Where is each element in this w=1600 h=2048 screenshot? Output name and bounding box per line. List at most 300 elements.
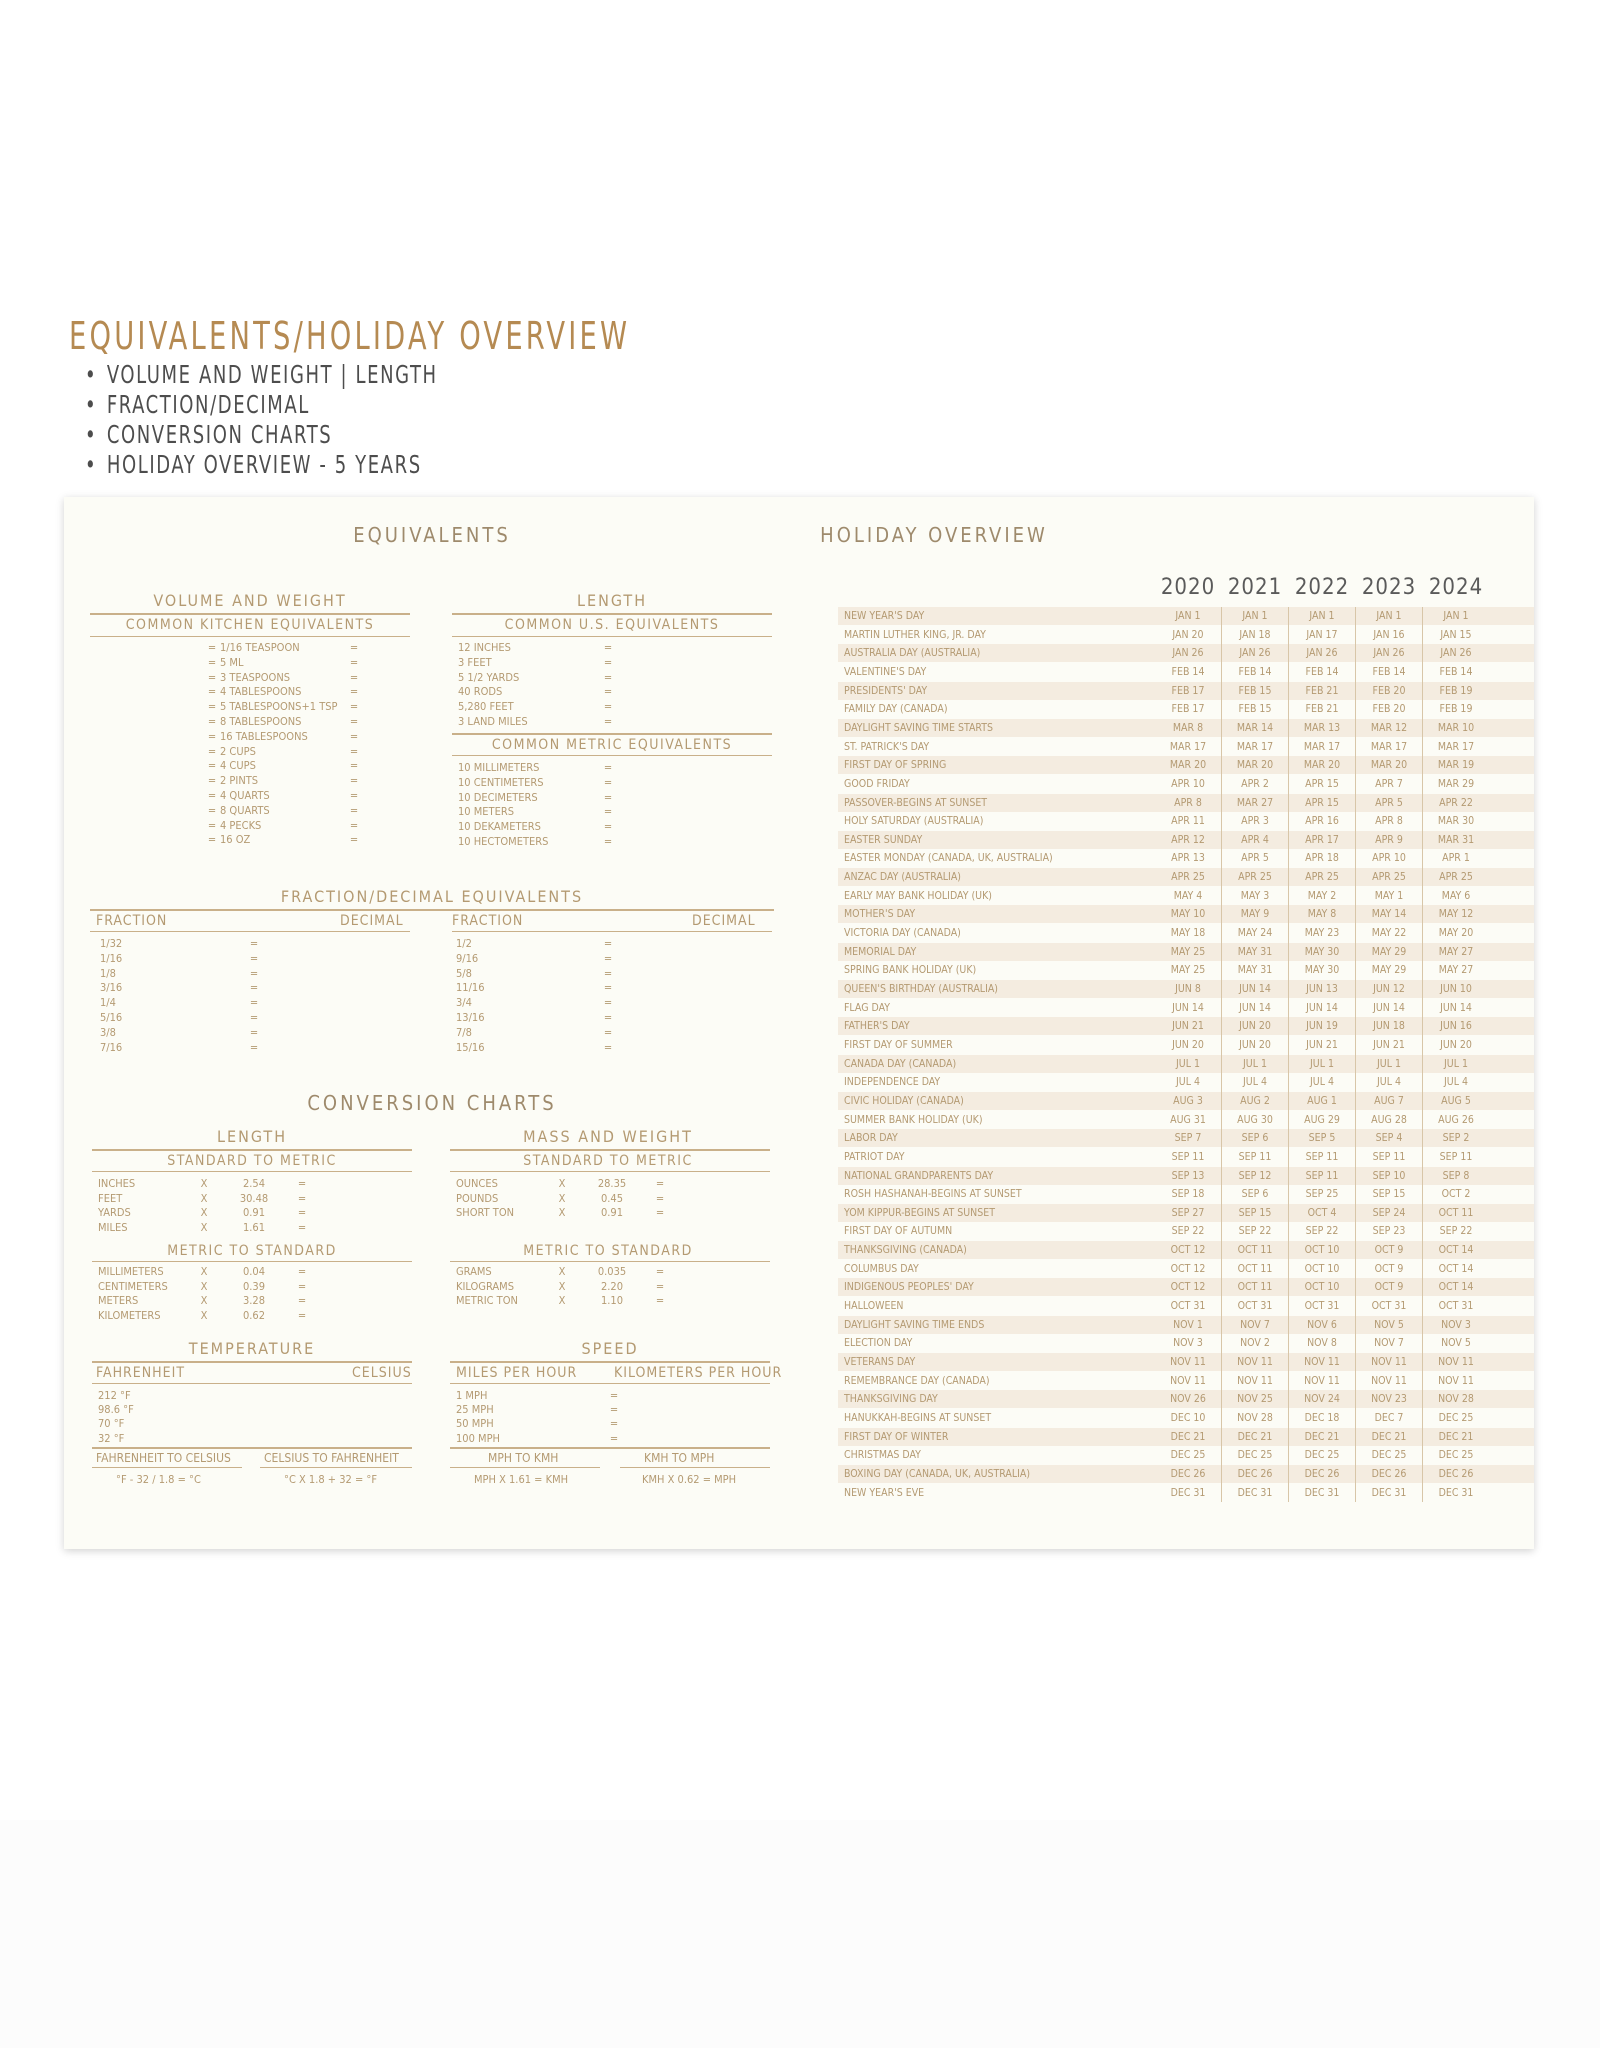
holiday-date: NOV 8	[1307, 1337, 1337, 1350]
holiday-date: APR 25	[1372, 871, 1406, 884]
divider	[90, 636, 410, 637]
holiday-date: MAR 17	[1303, 740, 1341, 753]
temperature-title: TEMPERATURE	[188, 1339, 316, 1358]
holiday-date: MAR 10	[1437, 721, 1475, 734]
unit: KILOMETERS	[98, 1308, 161, 1322]
holiday-date: OCT 31	[1371, 1300, 1407, 1313]
holiday-date: JAN 1	[1242, 610, 1268, 622]
holiday-date: FEB 20	[1372, 703, 1406, 716]
equals-sign: =	[655, 1177, 665, 1190]
equals-sign: =	[603, 775, 613, 789]
holiday-date: JAN 26	[1440, 647, 1472, 660]
holiday-date: JUN 18	[1373, 1020, 1405, 1033]
equals-sign: =	[603, 700, 613, 714]
equivalent: 16 TABLESPOONS	[220, 729, 308, 743]
equals-sign: =	[609, 1403, 619, 1417]
equals-sign: =	[297, 1177, 307, 1190]
f-to-c-label: FAHRENHEIT TO CELSIUS	[96, 1451, 231, 1465]
equivalent: 4 QUARTS	[220, 789, 270, 802]
holiday-row	[838, 868, 1534, 886]
holiday-date: DEC 31	[1371, 1486, 1407, 1499]
holiday-date: FEB 21	[1305, 684, 1339, 697]
holiday-name: FIRST DAY OF SPRING	[844, 759, 947, 772]
holiday-date: SEP 24	[1372, 1206, 1406, 1219]
holiday-date: AUG 3	[1173, 1094, 1203, 1107]
holiday-date: SEP 8	[1442, 1169, 1470, 1182]
holiday-date: MAY 30	[1304, 964, 1340, 977]
equals-sign: =	[207, 670, 217, 684]
equals-sign: =	[603, 966, 613, 980]
holiday-date: OCT 10	[1304, 1281, 1340, 1294]
equivalent: 5 TABLESPOONS+1 TSP	[220, 700, 338, 714]
holiday-date: MAY 25	[1170, 945, 1206, 958]
holiday-date: OCT 11	[1237, 1281, 1273, 1294]
holiday-date: NOV 28	[1438, 1393, 1474, 1406]
holiday-date: MAY 3	[1240, 889, 1270, 902]
holiday-date: MAY 29	[1371, 945, 1407, 958]
holiday-date: MAY 29	[1371, 964, 1407, 977]
holiday-name: LABOR DAY	[844, 1132, 898, 1145]
multiply-sign: X	[200, 1177, 208, 1190]
equals-sign: =	[249, 1011, 259, 1024]
holiday-date: DEC 26	[1170, 1467, 1206, 1480]
equivalent: 4 PECKS	[220, 818, 262, 832]
holiday-date: AUG 26	[1438, 1113, 1474, 1126]
holiday-row	[838, 1372, 1534, 1390]
equals-sign: =	[207, 759, 217, 773]
equals-sign: =	[349, 715, 359, 728]
divider	[92, 1149, 412, 1151]
holiday-row	[838, 961, 1534, 979]
holiday-date: OCT 10	[1304, 1244, 1340, 1257]
divider	[260, 1467, 412, 1468]
holiday-date: APR 10	[1171, 777, 1205, 790]
equals-sign: =	[609, 1417, 619, 1431]
holiday-date: SEP 27	[1171, 1206, 1205, 1219]
holiday-date: DEC 26	[1438, 1467, 1474, 1480]
holiday-date: JUN 12	[1373, 983, 1405, 995]
quantity: 3 LAND MILES	[458, 715, 528, 728]
fraction: 15/16	[456, 1040, 485, 1054]
holiday-date: NOV 11	[1304, 1356, 1340, 1368]
unit: MILES	[98, 1220, 128, 1234]
holiday-date: SEP 2	[1442, 1132, 1470, 1145]
holiday-date: DEC 31	[1237, 1486, 1273, 1499]
holiday-date: JUL 4	[1310, 1076, 1334, 1089]
fraction: 7/8	[456, 1025, 472, 1039]
holiday-date: DEC 25	[1170, 1449, 1206, 1462]
holiday-date: JAN 15	[1440, 628, 1472, 641]
unit: KILOGRAMS	[456, 1279, 515, 1293]
fraction-decimal-title: FRACTION/DECIMAL EQUIVALENTS	[280, 887, 584, 906]
holiday-name: DAYLIGHT SAVING TIME ENDS	[844, 1318, 985, 1331]
equals-sign: =	[349, 670, 359, 684]
holiday-date: MAY 22	[1371, 927, 1407, 940]
holiday-date: JAN 1	[1175, 610, 1201, 622]
holiday-name: ROSH HASHANAH-BEGINS AT SUNSET	[844, 1188, 1022, 1201]
holiday-date: MAY 18	[1170, 927, 1206, 940]
quantity: 10 MILLIMETERS	[458, 761, 540, 774]
holiday-date: OCT 12	[1170, 1281, 1206, 1294]
fraction: 7/16	[100, 1040, 123, 1054]
equals-sign: =	[609, 1389, 619, 1402]
holiday-date: OCT 9	[1374, 1244, 1404, 1257]
holiday-name: FATHER'S DAY	[844, 1020, 910, 1033]
holiday-row	[838, 663, 1534, 681]
equals-sign: =	[297, 1279, 307, 1293]
fraction: 1/2	[456, 937, 472, 950]
holiday-date: JUN 16	[1440, 1020, 1472, 1033]
equals-sign: =	[207, 789, 217, 802]
unit: CENTIMETERS	[98, 1279, 168, 1293]
multiply-sign: X	[558, 1265, 566, 1278]
multiply-sign: X	[200, 1191, 208, 1205]
feature-item: • FRACTION/DECIMAL	[69, 390, 630, 420]
divider	[92, 1261, 412, 1262]
holiday-name: COLUMBUS DAY	[844, 1262, 919, 1275]
equals-sign: =	[603, 820, 613, 834]
holiday-date: MAR 17	[1437, 740, 1475, 753]
unit: SHORT TON	[456, 1206, 515, 1220]
holiday-date: MAY 25	[1170, 964, 1206, 977]
decimal-col-header: DECIMAL	[340, 913, 404, 929]
mass-to-metric-title: STANDARD TO METRIC	[523, 1153, 693, 1169]
holiday-name: ST. PATRICK'S DAY	[844, 740, 930, 753]
holiday-row	[838, 1465, 1534, 1483]
holiday-row	[838, 775, 1534, 793]
holiday-date: JUL 4	[1176, 1076, 1200, 1089]
holiday-row	[838, 700, 1534, 718]
holiday-row	[838, 1017, 1534, 1035]
column-divider	[1288, 607, 1289, 1502]
holiday-date: NOV 11	[1371, 1356, 1407, 1368]
holiday-row	[838, 905, 1534, 923]
unit: INCHES	[98, 1177, 136, 1190]
holiday-date: NOV 3	[1173, 1337, 1203, 1350]
equals-sign: =	[249, 1040, 259, 1054]
holiday-row	[838, 1334, 1534, 1352]
holiday-row	[838, 1148, 1534, 1166]
holiday-row	[838, 626, 1534, 644]
equals-sign: =	[603, 685, 613, 699]
holiday-date: OCT 14	[1438, 1281, 1474, 1294]
equals-sign: =	[655, 1206, 665, 1220]
holiday-date: APR 5	[1375, 796, 1403, 809]
mph: 50 MPH	[456, 1417, 494, 1431]
holiday-date: SEP 25	[1305, 1188, 1339, 1201]
fraction: 3/16	[100, 981, 123, 995]
holiday-date: NOV 26	[1170, 1393, 1206, 1406]
holiday-date: JUN 21	[1306, 1038, 1338, 1051]
holiday-date: SEP 13	[1171, 1169, 1205, 1182]
holiday-date: FEB 17	[1171, 703, 1205, 716]
celsius-col-header: CELSIUS	[352, 1365, 412, 1381]
holiday-name: HALLOWEEN	[844, 1300, 904, 1313]
equivalents-title: EQUIVALENTS	[353, 523, 511, 547]
fraction: 5/8	[456, 966, 472, 980]
equals-sign: =	[207, 715, 217, 728]
holiday-row	[838, 1390, 1534, 1408]
holiday-date: SEP 23	[1372, 1225, 1406, 1238]
fraction: 1/16	[100, 951, 123, 965]
factor: 0.62	[242, 1308, 266, 1322]
equals-sign: =	[349, 685, 359, 699]
holiday-date: JUN 13	[1306, 983, 1338, 995]
factor: 2.20	[600, 1279, 624, 1293]
holiday-date: APR 13	[1171, 852, 1205, 865]
equals-sign: =	[207, 803, 217, 817]
fraction-col-header: FRACTION	[452, 913, 524, 929]
quantity: 10 DEKAMETERS	[458, 820, 541, 834]
holiday-date: NOV 11	[1304, 1374, 1340, 1387]
holiday-name: VALENTINE'S DAY	[844, 665, 927, 678]
holiday-row	[838, 887, 1534, 905]
factor: 0.91	[600, 1206, 624, 1220]
holiday-name: FLAG DAY	[844, 1001, 891, 1014]
holiday-date: NOV 6	[1307, 1318, 1337, 1331]
mass-to-standard-title: METRIC TO STANDARD	[523, 1243, 693, 1259]
divider	[450, 1171, 770, 1172]
holiday-date: NOV 7	[1374, 1337, 1404, 1350]
holiday-name: THANKSGIVING DAY	[844, 1393, 938, 1406]
equals-sign: =	[297, 1191, 307, 1205]
holiday-overview-title: HOLIDAY OVERVIEW	[820, 523, 1048, 547]
holiday-name: EARLY MAY BANK HOLIDAY (UK)	[844, 889, 992, 902]
divider	[450, 1361, 770, 1363]
column-divider	[1221, 607, 1222, 1502]
holiday-date: JAN 17	[1306, 628, 1338, 641]
holiday-date: OCT 31	[1170, 1300, 1206, 1313]
holiday-date: OCT 14	[1438, 1262, 1474, 1275]
equivalent: 8 QUARTS	[220, 803, 270, 817]
holiday-row	[838, 607, 1534, 625]
quantity: 5,280 FEET	[458, 700, 514, 714]
multiply-sign: X	[558, 1206, 566, 1220]
holiday-name: SUMMER BANK HOLIDAY (UK)	[844, 1113, 983, 1126]
unit: METERS	[98, 1294, 139, 1308]
year-header: 2023	[1361, 575, 1417, 600]
equals-sign: =	[603, 715, 613, 728]
holiday-date: JUN 14	[1306, 1001, 1338, 1014]
holiday-date: OCT 12	[1170, 1244, 1206, 1257]
fraction: 1/32	[100, 937, 123, 950]
holiday-date: MAR 29	[1437, 777, 1475, 790]
fraction: 1/4	[100, 996, 116, 1010]
holiday-date: AUG 7	[1374, 1094, 1404, 1107]
equivalent: 4 TABLESPOONS	[220, 685, 302, 699]
holiday-row	[838, 1111, 1534, 1129]
holiday-date: MAY 14	[1371, 908, 1407, 921]
equals-sign: =	[349, 803, 359, 817]
holiday-date: JAN 26	[1172, 647, 1204, 660]
equals-sign: =	[349, 700, 359, 714]
holiday-date: FEB 14	[1439, 665, 1473, 678]
holiday-date: DEC 18	[1304, 1411, 1340, 1424]
holiday-date: AUG 28	[1371, 1113, 1407, 1126]
holiday-date: NOV 7	[1240, 1318, 1270, 1331]
holiday-date: AUG 31	[1170, 1113, 1206, 1126]
equals-sign: =	[297, 1220, 307, 1234]
holiday-name: YOM KIPPUR-BEGINS AT SUNSET	[844, 1206, 995, 1219]
holiday-date: MAR 13	[1303, 721, 1341, 734]
holiday-name: MOTHER'S DAY	[844, 908, 916, 921]
holiday-row	[838, 1092, 1534, 1110]
c-to-f-label: CELSIUS TO FAHRENHEIT	[264, 1451, 399, 1465]
holiday-date: SEP 18	[1171, 1188, 1205, 1201]
feature-list	[69, 360, 771, 480]
holiday-name: INDEPENDENCE DAY	[844, 1076, 941, 1089]
holiday-date: MAY 24	[1237, 927, 1273, 940]
holiday-date: JAN 1	[1309, 610, 1335, 622]
holiday-row	[838, 1167, 1534, 1185]
column-divider	[1422, 607, 1423, 1502]
holiday-date: NOV 5	[1374, 1318, 1404, 1331]
multiply-sign: X	[558, 1279, 566, 1293]
factor: 2.54	[242, 1177, 266, 1190]
fraction: 9/16	[456, 951, 479, 965]
holiday-date: FEB 14	[1305, 665, 1339, 678]
equals-sign: =	[603, 655, 613, 669]
holiday-name: CIVIC HOLIDAY (CANADA)	[844, 1094, 964, 1107]
holiday-date: MAY 31	[1237, 945, 1273, 958]
holiday-row	[838, 999, 1534, 1017]
equals-sign: =	[207, 774, 217, 788]
quantity: 10 DECIMETERS	[458, 790, 538, 804]
conversion-charts-title: CONVERSION CHARTS	[307, 1091, 557, 1115]
quantity: 10 HECTOMETERS	[458, 835, 549, 848]
holiday-date: SEP 11	[1238, 1150, 1272, 1163]
mph-to-kmh-formula: MPH X 1.61 = KMH	[474, 1473, 569, 1486]
holiday-name: PATRIOT DAY	[844, 1150, 905, 1163]
holiday-row	[838, 849, 1534, 867]
column-divider	[1355, 607, 1356, 1502]
holiday-date: MAR 14	[1236, 721, 1274, 734]
holiday-row	[838, 943, 1534, 961]
metric-equivalents-title: COMMON METRIC EQUIVALENTS	[491, 737, 733, 753]
equals-sign: =	[603, 937, 613, 950]
holiday-date: JUL 1	[1176, 1057, 1200, 1070]
fraction: 11/16	[456, 981, 485, 995]
mph-col-header: MILES PER HOUR	[456, 1365, 578, 1381]
holiday-date: DEC 26	[1237, 1467, 1273, 1480]
holiday-date: APR 25	[1305, 871, 1339, 884]
holiday-date: SEP 11	[1305, 1150, 1339, 1163]
holiday-date: DEC 25	[1438, 1411, 1474, 1424]
holiday-date: SEP 22	[1171, 1225, 1205, 1238]
holiday-date: JUN 20	[1172, 1038, 1204, 1051]
holiday-date: MAR 20	[1303, 759, 1341, 772]
holiday-date: MAY 4	[1173, 889, 1203, 902]
holiday-date: OCT 11	[1438, 1206, 1474, 1219]
kmh-col-header: KILOMETERS PER HOUR	[614, 1365, 783, 1381]
holiday-date: JUN 14	[1172, 1001, 1204, 1014]
holiday-row	[838, 1260, 1534, 1278]
equals-sign: =	[349, 744, 359, 758]
holiday-date: DEC 26	[1371, 1467, 1407, 1480]
holiday-row	[838, 1353, 1534, 1371]
equals-sign: =	[655, 1265, 665, 1278]
quantity: 3 FEET	[458, 655, 492, 669]
holiday-date: APR 12	[1171, 833, 1205, 846]
quantity: 12 INCHES	[458, 641, 511, 654]
equivalent: 16 OZ	[220, 833, 251, 847]
equals-sign: =	[603, 761, 613, 774]
equivalent: 2 PINTS	[220, 774, 259, 788]
holiday-name: FIRST DAY OF WINTER	[844, 1430, 949, 1443]
feature-item: • CONVERSION CHARTS	[69, 420, 630, 450]
fahrenheit: 32 °F	[98, 1431, 125, 1445]
holiday-date: DEC 10	[1170, 1411, 1206, 1424]
holiday-row	[838, 756, 1534, 774]
equals-sign: =	[297, 1294, 307, 1308]
holiday-date: SEP 5	[1308, 1132, 1336, 1145]
volume-weight-title: VOLUME AND WEIGHT	[153, 591, 347, 610]
holiday-date: DEC 7	[1374, 1411, 1404, 1424]
holiday-date: DEC 26	[1304, 1467, 1340, 1480]
divider	[452, 733, 772, 735]
holiday-date: MAY 23	[1304, 927, 1340, 940]
holiday-date: APR 2	[1241, 777, 1269, 790]
mph: 1 MPH	[456, 1389, 488, 1402]
holiday-date: JUN 20	[1239, 1038, 1271, 1051]
holiday-name: NEW YEAR'S EVE	[844, 1486, 925, 1499]
divider	[92, 1467, 242, 1468]
holiday-date: JAN 20	[1172, 628, 1204, 641]
holiday-date: APR 25	[1238, 871, 1272, 884]
holiday-date: JUN 14	[1239, 983, 1271, 995]
holiday-row	[838, 1185, 1534, 1203]
holiday-row	[838, 1409, 1534, 1427]
equals-sign: =	[655, 1294, 665, 1308]
holiday-date: SEP 12	[1238, 1169, 1272, 1182]
holiday-date: MAR 20	[1169, 759, 1207, 772]
holiday-name: HOLY SATURDAY (AUSTRALIA)	[844, 815, 984, 828]
holiday-date: MAR 20	[1370, 759, 1408, 772]
equals-sign: =	[349, 729, 359, 743]
holiday-date: JUN 14	[1239, 1001, 1271, 1014]
fahrenheit: 70 °F	[98, 1417, 125, 1431]
fahrenheit-col-header: FAHRENHEIT	[96, 1365, 186, 1381]
holiday-row	[838, 1055, 1534, 1073]
holiday-date: FEB 17	[1171, 684, 1205, 697]
holiday-date: NOV 11	[1170, 1356, 1206, 1368]
divider	[452, 613, 772, 615]
holiday-date: MAR 17	[1236, 740, 1274, 753]
multiply-sign: X	[558, 1294, 566, 1308]
fahrenheit: 98.6 °F	[98, 1403, 134, 1417]
holiday-date: SEP 22	[1305, 1225, 1339, 1238]
unit: FEET	[98, 1191, 123, 1205]
holiday-date: JAN 26	[1306, 647, 1338, 660]
equals-sign: =	[603, 835, 613, 848]
equals-sign: =	[297, 1206, 307, 1220]
unit: YARDS	[98, 1206, 131, 1220]
holiday-date: MAY 27	[1438, 945, 1474, 958]
holiday-date: SEP 10	[1372, 1169, 1406, 1182]
mph: 100 MPH	[456, 1431, 500, 1445]
holiday-date: JAN 18	[1239, 628, 1271, 641]
page-title: EQUIVALENTS/HOLIDAY OVERVIEW	[69, 314, 631, 358]
holiday-name: AUSTRALIA DAY (AUSTRALIA)	[844, 647, 981, 660]
factor: 1.10	[600, 1294, 624, 1308]
equals-sign: =	[249, 951, 259, 965]
kmh-to-mph-formula: KMH X 0.62 = MPH	[642, 1473, 737, 1486]
holiday-row	[838, 794, 1534, 812]
divider	[90, 931, 410, 932]
holiday-name: VETERANS DAY	[844, 1356, 916, 1368]
quantity: 40 RODS	[458, 685, 503, 699]
holiday-date: MAR 19	[1437, 759, 1475, 772]
